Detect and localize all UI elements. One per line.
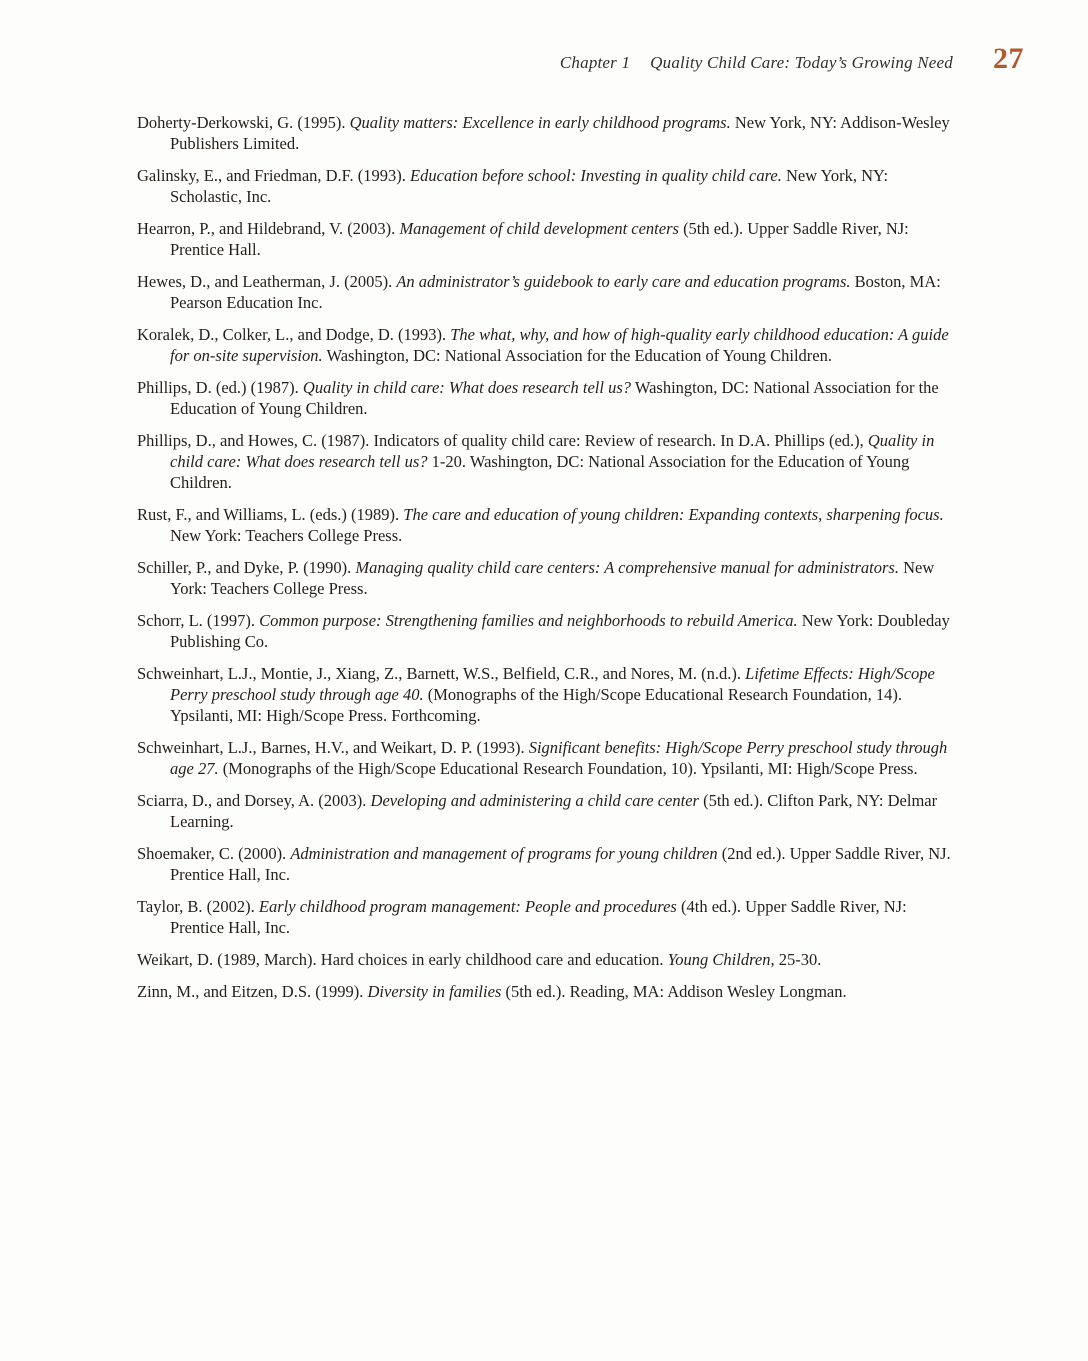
reference-entry	[137, 981, 955, 1002]
reference-title-italic: Quality in child care: What does research tell us?	[170, 431, 935, 471]
reference-text-segment: Washington, DC: National Association for the Education of Young Children.	[170, 378, 939, 418]
reference-entry	[137, 896, 955, 938]
reference-title-italic: The care and education of young children: Expanding contexts, sharpening focus.	[403, 505, 944, 524]
reference-text-segment: New York: Doubleday Publishing Co.	[170, 611, 950, 651]
reference-text-segment: Zinn, M., and Eitzen, D.S. (1999).	[137, 982, 368, 1001]
reference-text-segment: New York: Teachers College Press.	[170, 526, 403, 545]
reference-entry	[137, 324, 955, 366]
reference-entry	[137, 790, 955, 832]
reference-text-segment: (5th ed.). Clifton Park, NY: Delmar Learning.	[170, 791, 938, 831]
reference-entry	[137, 218, 955, 260]
reference-entry	[137, 663, 955, 726]
reference-text-segment: Schiller, P., and Dyke, P. (1990).	[137, 558, 356, 577]
reference-title-italic: Administration and management of programs for young children	[290, 844, 718, 863]
reference-text-segment: Galinsky, E., and Friedman, D.F. (1993).	[137, 166, 411, 185]
running-head-text	[560, 53, 953, 73]
reference-title-italic: Education before school: Investing in quality child care.	[410, 166, 782, 185]
page-number: 27	[993, 42, 1024, 75]
reference-entry	[137, 949, 955, 970]
reference-text-segment: Shoemaker, C. (2000).	[137, 844, 291, 863]
reference-text-segment: (5th ed.). Upper Saddle River, NJ: Prentice Hall.	[170, 219, 909, 259]
reference-text-segment: Washington, DC: National Association for the Education of Young Children.	[322, 346, 832, 365]
reference-entry	[137, 610, 955, 652]
chapter-label: Chapter 1	[559, 53, 631, 72]
reference-text-segment: Taylor, B. (2002).	[137, 897, 259, 916]
reference-text-segment: (Monographs of the High/Scope Educational Research Foundation, 10). Ypsilanti, MI: High/Scope Press.	[218, 759, 918, 778]
reference-entry	[137, 843, 955, 885]
reference-title-italic: Managing quality child care centers: A comprehensive manual for administrators.	[355, 558, 899, 577]
reference-text-segment: New York: Teachers College Press.	[170, 558, 935, 598]
reference-text-segment: (5th ed.). Reading, MA: Addison Wesley Longman.	[501, 982, 847, 1001]
reference-title-italic: Diversity in families	[367, 982, 502, 1001]
reference-text-segment: Rust, F., and Williams, L. (eds.) (1989).	[137, 505, 404, 524]
reference-text-segment: Phillips, D. (ed.) (1987).	[137, 378, 303, 397]
reference-text-segment: Phillips, D., and Howes, C. (1987). Indicators of quality child care: Review of research. In D.A. Phillips (ed.),	[137, 431, 868, 450]
reference-text-segment: Doherty-Derkowski, G. (1995).	[137, 113, 350, 132]
reference-title-italic: Management of child development centers	[399, 219, 679, 238]
reference-title-italic: Common purpose: Strengthening families and neighborhoods to rebuild America.	[259, 611, 798, 630]
reference-entry	[137, 430, 955, 493]
reference-title-italic: Quality matters: Excellence in early childhood programs.	[349, 113, 731, 132]
reference-title-italic: Lifetime Effects: High/Scope Perry preschool study through age 40.	[170, 664, 935, 704]
reference-title-italic: An administrator’s guidebook to early care and education programs.	[396, 272, 851, 291]
reference-title-italic: Young Children	[667, 950, 771, 969]
reference-entry	[137, 112, 955, 154]
reference-text-segment: (Monographs of the High/Scope Educational Research Foundation, 14). Ypsilanti, MI: High/Scope Press. Forthcoming.	[170, 685, 902, 725]
reference-title-italic: Developing and administering a child care center	[370, 791, 699, 810]
references-list	[137, 112, 955, 1013]
reference-title-italic: Significant benefits: High/Scope Perry preschool study through age 27.	[170, 738, 948, 778]
reference-text-segment: 1-20. Washington, DC: National Association for the Education of Young Children.	[170, 452, 910, 492]
page-header	[560, 42, 1024, 76]
reference-text-segment: Koralek, D., Colker, L., and Dodge, D. (1993).	[137, 325, 451, 344]
reference-entry	[137, 737, 955, 779]
reference-text-segment: (4th ed.). Upper Saddle River, NJ: Prentice Hall, Inc.	[170, 897, 907, 937]
reference-entry	[137, 377, 955, 419]
chapter-title: Quality Child Care: Today’s Growing Need	[650, 53, 953, 72]
reference-text-segment: Schweinhart, L.J., Barnes, H.V., and Weikart, D. P. (1993).	[137, 738, 529, 757]
reference-entry	[137, 504, 955, 546]
reference-text-segment: Boston, MA: Pearson Education Inc.	[170, 272, 941, 312]
reference-text-segment: New York, NY: Addison-Wesley Publishers Limited.	[170, 113, 950, 153]
reference-title-italic: The what, why, and how of high-quality early childhood education: A guide for on-site supervision.	[170, 325, 949, 365]
reference-text-segment: Hewes, D., and Leatherman, J. (2005).	[137, 272, 397, 291]
reference-entry	[137, 557, 955, 599]
reference-text-segment: Weikart, D. (1989, March). Hard choices in early childhood care and education.	[137, 950, 668, 969]
reference-text-segment: Schorr, L. (1997).	[137, 611, 260, 630]
reference-text-segment: Sciarra, D., and Dorsey, A. (2003).	[137, 791, 371, 810]
reference-text-segment: , 25-30.	[770, 950, 822, 969]
reference-text-segment: Hearron, P., and Hildebrand, V. (2003).	[137, 219, 400, 238]
reference-text-segment: New York, NY: Scholastic, Inc.	[170, 166, 889, 206]
reference-text-segment: Schweinhart, L.J., Montie, J., Xiang, Z., Barnett, W.S., Belfield, C.R., and Nores, M. (n.d.).	[137, 664, 746, 683]
reference-title-italic: Quality in child care: What does research tell us?	[302, 378, 632, 397]
reference-entry	[137, 271, 955, 313]
reference-text-segment: (2nd ed.). Upper Saddle River, NJ. Prentice Hall, Inc.	[170, 844, 951, 884]
reference-entry	[137, 165, 955, 207]
reference-title-italic: Early childhood program management: People and procedures	[258, 897, 677, 916]
